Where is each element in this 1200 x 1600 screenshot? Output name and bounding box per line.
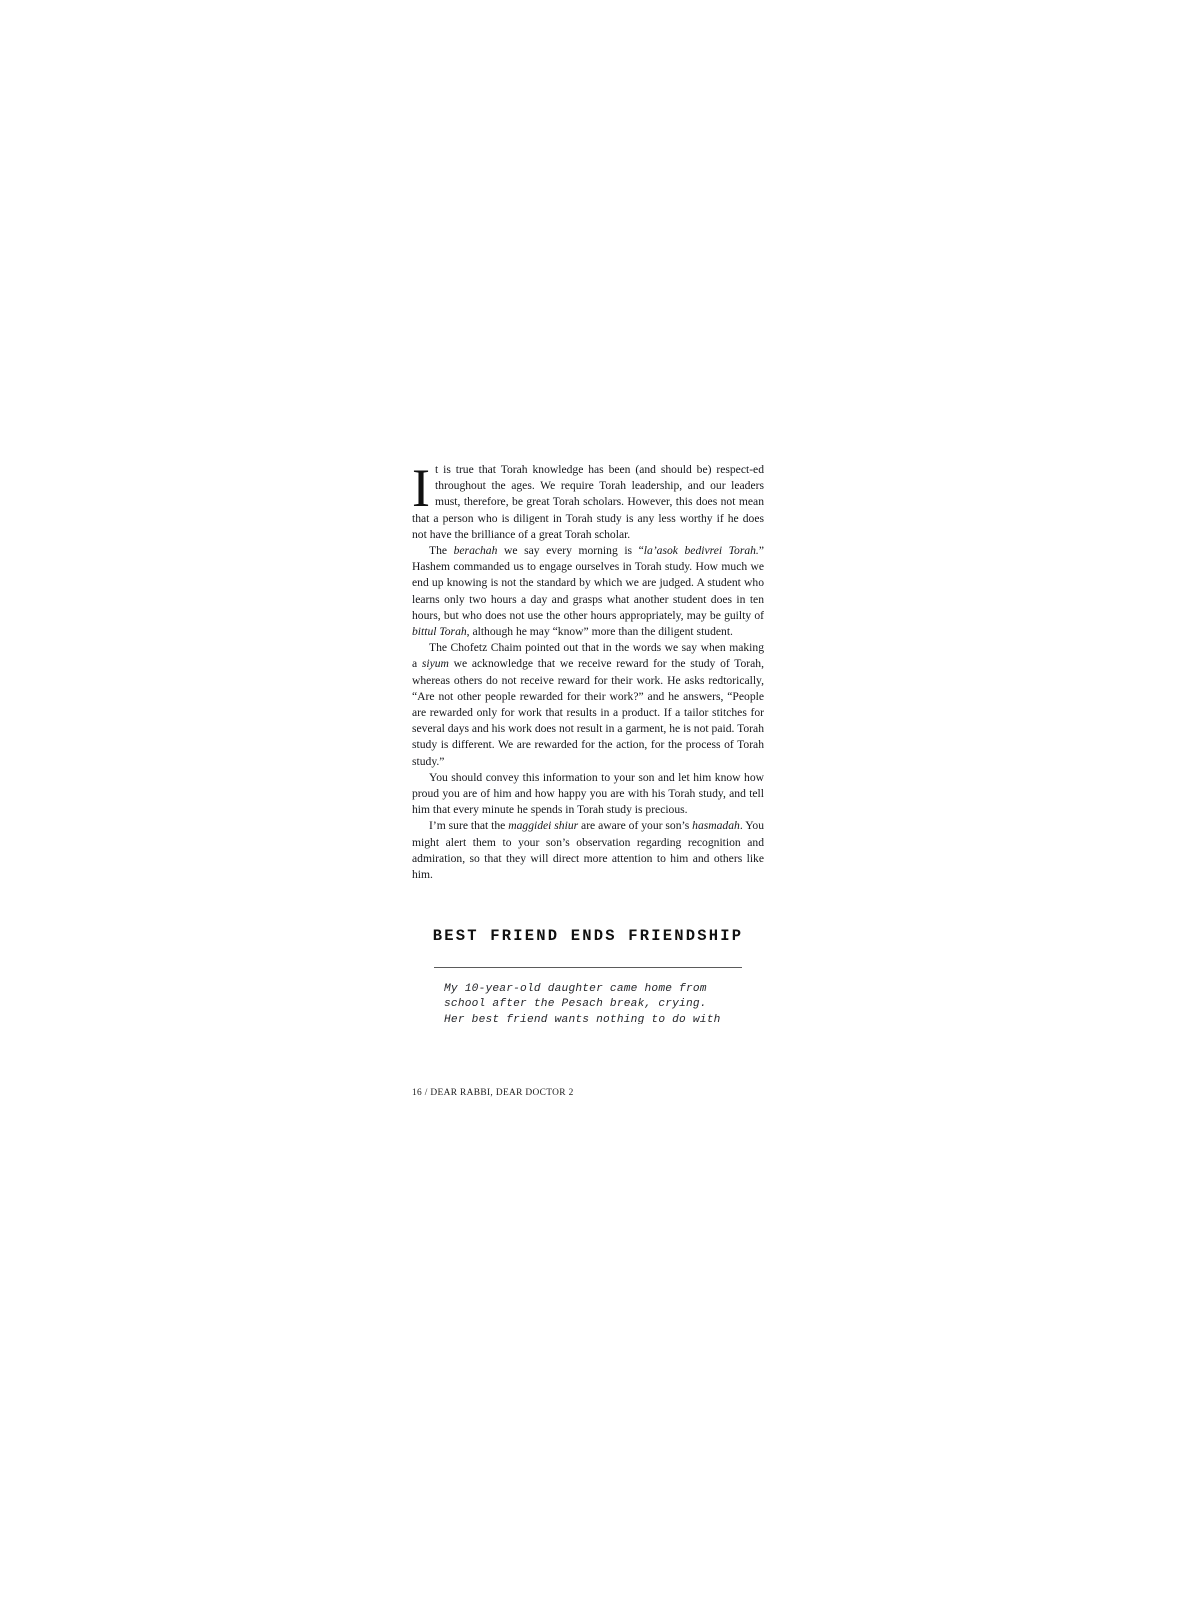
drop-cap: I — [412, 458, 430, 518]
section-heading: BEST FRIEND ENDS FRIENDSHIP — [432, 927, 744, 946]
term-maggidei-shiur: maggidei shiur — [508, 819, 579, 833]
paragraph-5: I’m sure that the maggidei shiur are aware of your son’s hasmadah. You might alert them to your son’s observation regarding recognition and admiration, so that they will direct more attention to him and others like him. — [412, 819, 765, 882]
paragraph-2: The berachah we say every morning is “la’asok bedivrei Torah.” Hashem commanded us to engage ourselves in Torah study. How much we end up knowing is not the standard by which we are judged. A student who learns only two hours a day and grasps what another student does in ten hours, but who does not use the other hours appropriately, may be guilty of bittul Torah, although he may “know” more than the diligent student. — [412, 544, 764, 639]
term-berachah: berachah — [453, 544, 498, 558]
term-hasmadah: hasmadah — [692, 819, 740, 833]
letter-line: school after the Pesach break, crying. — [444, 998, 707, 1011]
term-bittul-torah: bittul Torah — [412, 625, 467, 639]
term-laasok: la’asok bedivrei Torah. — [643, 544, 759, 558]
page-content — [412, 458, 765, 1024]
article-body — [412, 458, 765, 883]
paragraph-3: The Chofetz Chaim pointed out that in the words we say when making a siyum we acknowledge that we receive reward for the study of Torah, whereas others do not receive reward for their work. He asks redtorically, “Are not other people rewarded for their work?” and he answers, “People are rewarded only for work that results in a product. If a tailor stitches for several days and his work does not result in a garment, he is not paid. Torah study is different. We are rewarded for the action, for the process of Torah study.” — [412, 641, 764, 768]
paragraph-4: You should convey this information to your son and let him know how proud you are of him and how happy you are with his Torah study, and tell him that every minute he spends in Torah study is precious. — [412, 770, 764, 817]
letter-line: My 10-year-old daughter came home from — [444, 983, 707, 996]
letter-line: Her best friend wants nothing to do with — [444, 1013, 721, 1024]
term-siyum: siyum — [421, 657, 449, 671]
letter-text — [444, 982, 726, 1023]
letter-block — [412, 967, 764, 1023]
paragraph-text: t is true that Torah knowledge has been (and should be) respect-ed throughout the ages. We require Torah leadership, and our leaders must, therefore, be great Torah scholars. However, this does not mean that a person who is diligent in Torah study is any less worthy if he does not have the brilliance of a great Torah scholar. — [412, 463, 764, 541]
paragraph-1 — [412, 458, 764, 543]
divider-rule — [434, 967, 742, 968]
page-footer: 16 / DEAR RABBI, DEAR DOCTOR 2 — [412, 1088, 574, 1098]
